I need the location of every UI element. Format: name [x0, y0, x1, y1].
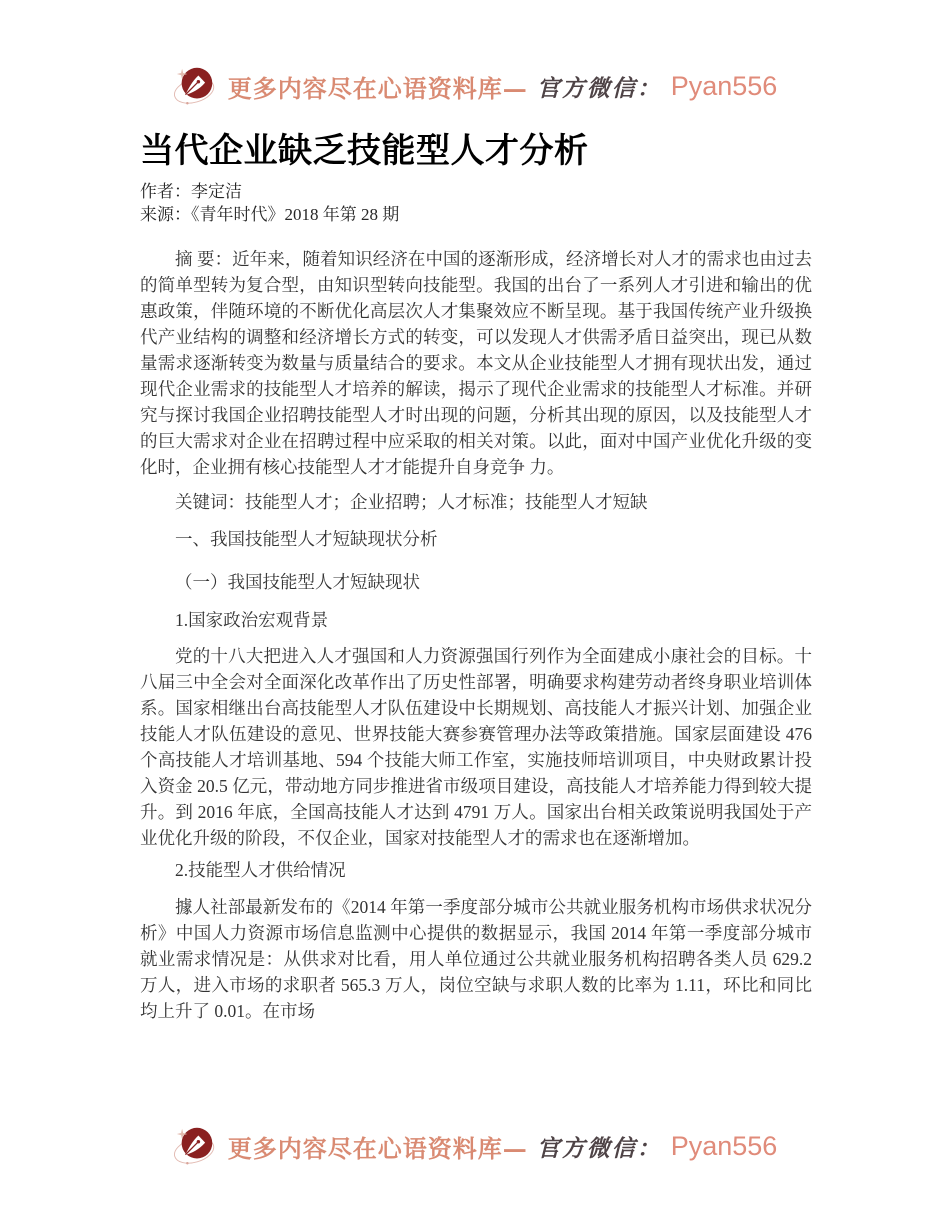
abstract-paragraph: 摘 要：近年来，随着知识经济在中国的逐渐形成，经济增长对人才的需求也由过去的简单型转为复合型，由知识型转向技能型。我国的出台了一系列人才引进和输出的优惠政策，伴随环境的不断优化高层次人才集聚效应不断呈现。基于我国传统产业升级换代产业结构的调整和经济增长方式的转变，可以发现人才供需矛盾日益突出，现已从数量需求逐渐转变为数量与质量结合的要求。本文从企业技能型人才拥有现状出发，通过现代企业需求的技能型人才培养的解读，揭示了现代企业需求的技能型人才标准。并研究与探讨我国企业招聘技能型人才时出现的问题，分析其出现的原因，以及技能型人才的巨大需求对企业在招聘过程中应采取的相关对策。以此，面对中国产业优化升级的变化时，企业拥有核心技能型人才才能提升自身竞争 力。 — [140, 249, 812, 478]
point-2-heading: 2.技能型人才供给情况 — [175, 860, 346, 881]
article-meta — [140, 180, 812, 226]
supply-paragraph: 據人社部最新发布的《2014 年第一季度部分城市公共就业服务机构市场供求状况分析》中国人力资源市场信息监测中心提供的数据显示，我国 2014 年第一季度部分城市就业需求情况是：从供求对比看，用人单位通过公共就业服务机构招聘各类人员 629.2 万人，进入市场的求职者 565.3 万人，岗位空缺与求职人数的比率为 1.11，环比和同比均上升了 0.01。在市场 — [140, 897, 812, 1022]
watermark-id-text: Pyan556 — [670, 70, 778, 101]
section-1-heading: 一、我国技能型人才短缺现状分析 — [175, 529, 438, 550]
watermark-id-text: Pyan556 — [670, 1130, 778, 1161]
article-content — [140, 110, 812, 1024]
watermark-wechat-text: 官方微信： — [536, 1134, 662, 1162]
watermark-main-text: 更多内容尽在心语资料库— — [227, 1133, 528, 1163]
keywords-line: 关键词：技能型人才；企业招聘；人才标准；技能型人才短缺 — [175, 492, 648, 513]
pen-logo-icon — [173, 63, 219, 109]
section-1-1-heading: （一）我国技能型人才短缺现状 — [175, 572, 420, 593]
pen-logo-icon — [173, 1123, 219, 1169]
source-line: 来源：《青年时代》2018 年第 28 期 — [140, 205, 400, 225]
point-1-heading: 1.国家政治宏观背景 — [175, 610, 329, 631]
watermark-wechat-text: 官方微信： — [536, 74, 662, 102]
article-title: 当代企业缺乏技能型人才分析 — [140, 132, 589, 170]
background-paragraph: 党的十八大把进入人才强国和人力资源强国行列作为全面建成小康社会的目标。十八届三中全会对全面深化改革作出了历史性部署，明确要求构建劳动者终身职业培训体系。国家相继出台高技能型人才队伍建设中长期规划、高技能人才振兴计划、加强企业技能人才队伍建设的意见、世界技能大赛参赛管理办法等政策措施。国家层面建设 476 个高技能人才培训基地、594 个技能大师工作室，实施技师培训项目，中央财政累计投入资金 20.5 亿元，带动地方同步推进省市级项目建设，高技能人才培养能力得到较大提升。到 2016 年底，全国高技能人才达到 4791 万人。国家出台相关政策说明我国处于产业优化升级的阶段，不仅企业，国家对技能型人才的需求也在逐渐增加。 — [140, 646, 812, 849]
watermark-header — [0, 62, 950, 110]
watermark-main-text: 更多内容尽在心语资料库— — [227, 73, 528, 103]
author-line: 作者：李定洁 — [140, 182, 242, 202]
watermark-footer — [0, 1122, 950, 1170]
